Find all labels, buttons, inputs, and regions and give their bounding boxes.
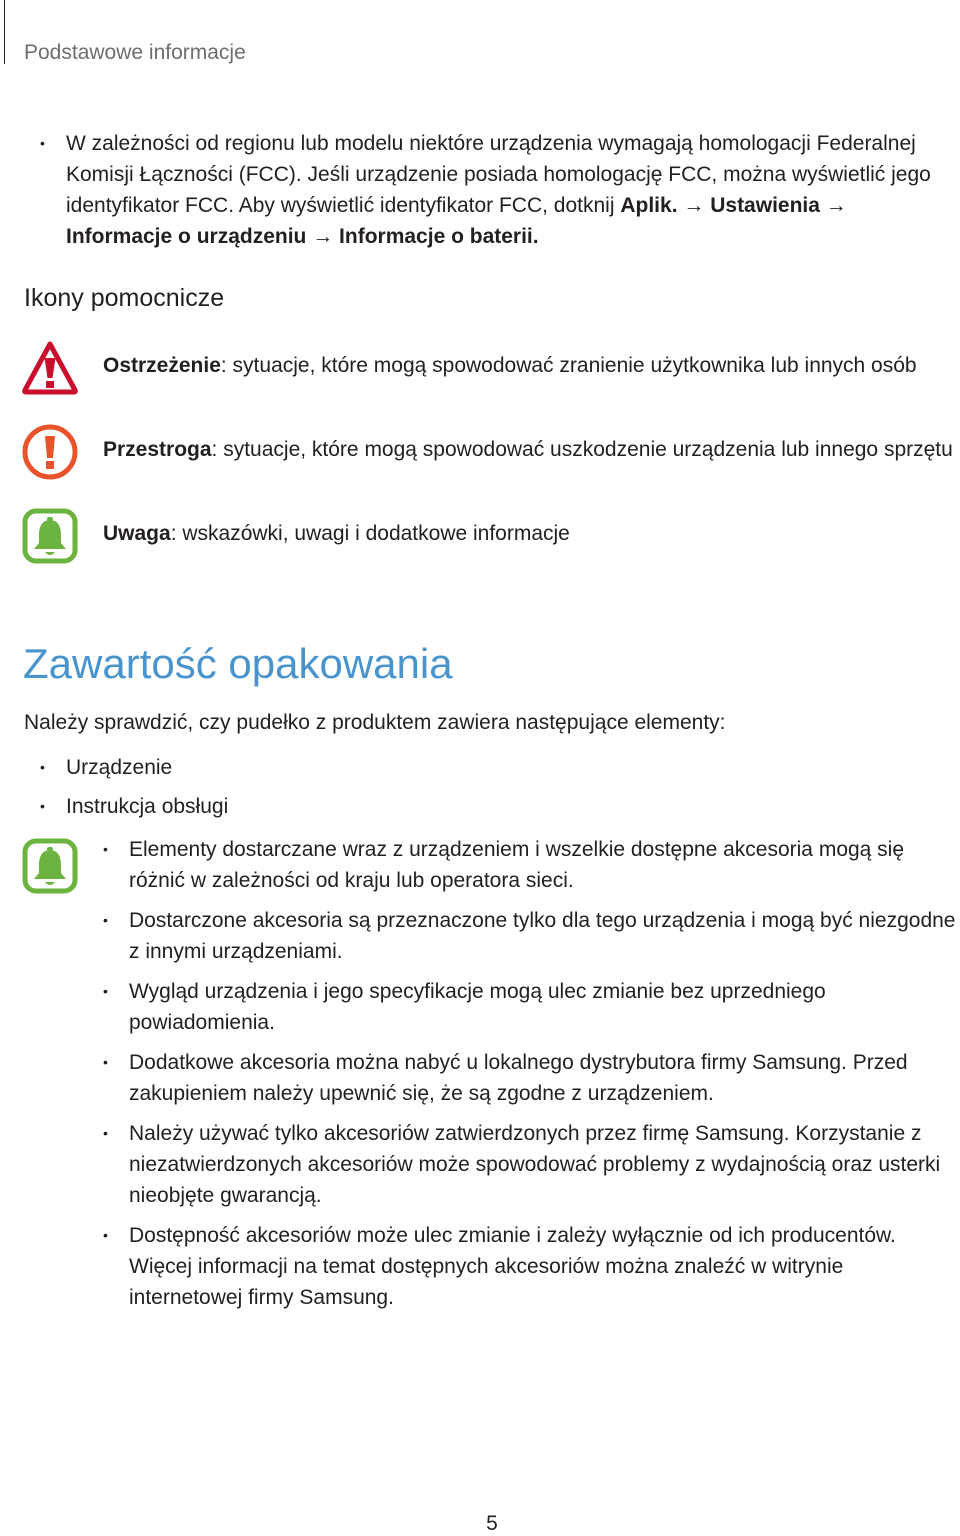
package-intro: Należy sprawdzić, czy pudełko z produktem zawiera następujące elementy: [24, 711, 726, 734]
icon-legend-caution [22, 424, 953, 480]
list-item-text: Urządzenie [66, 756, 173, 779]
page-edge-rule [4, 0, 5, 64]
path-device-info: Informacje o urządzeniu [66, 225, 307, 248]
package-contents-list [40, 752, 228, 830]
package-notes [103, 834, 960, 1322]
path-settings: Ustawienia [710, 194, 820, 217]
note-item-text: Wygląd urządzenia i jego specyfikacje mogą ulec zmianie bez uprzedniego powiadomienia. [129, 980, 826, 1034]
package-heading: Zawartość opakowania [23, 640, 453, 687]
bullet: • [103, 841, 108, 857]
path-end: . [532, 225, 539, 248]
note-term: Uwaga [103, 522, 171, 545]
bullet: • [103, 983, 108, 999]
caution-description [103, 438, 953, 462]
icon-legend-warning [22, 340, 942, 396]
list-item [40, 752, 228, 791]
section-header: Podstawowe informacje [24, 41, 246, 64]
note-bell-icon [22, 508, 78, 564]
note-item [103, 976, 960, 1038]
bullet: • [103, 1227, 108, 1243]
note-text: : wskazówki, uwagi i dodatkowe informacje [170, 522, 570, 545]
note-item [103, 1118, 960, 1211]
bullet: • [40, 798, 45, 814]
note-item-text: Elementy dostarczane wraz z urządzeniem i wszelkie dostępne akcesoria mogą się różnić w zależności od kraju lub operatora sieci. [129, 838, 905, 892]
note-item-text: Dostarczone akcesoria są przeznaczone tylko dla tego urządzenia i mogą być niezgodne z innymi urządzeniami. [129, 909, 956, 963]
note-item [103, 905, 960, 967]
list-item-text: Instrukcja obsługi [66, 795, 229, 818]
path-apps: Aplik. [620, 194, 678, 217]
path-battery-info: Informacje o baterii [339, 225, 533, 248]
note-item [103, 1047, 960, 1109]
bullet: • [40, 759, 45, 775]
note-item [103, 1220, 960, 1313]
icon-legend-note [22, 508, 942, 564]
warning-term: Ostrzeżenie [103, 354, 221, 377]
fcc-text-lead: W zależności od regionu lub modelu niektóre urządzenia wymagają homologacji Federalnej Komisji Łączności (FCC). Jeśli urządzenie posiada homologację FCC, można wyświetlić jego identyfikator FCC. Aby wyświetlić identyfikator FCC, dotknij [66, 132, 931, 217]
caution-term: Przestroga [103, 438, 212, 461]
path-arrow: → [306, 225, 340, 248]
note-item-text: Dostępność akcesoriów może ulec zmianie i zależy wyłącznie od ich producentów. Więcej informacji na temat dostępnych akcesoriów można znaleźć w witrynie internetowej firmy Samsung. [129, 1224, 896, 1309]
note-item-text: Należy używać tylko akcesoriów zatwierdzonych przez firmę Samsung. Korzystanie z niezatwierdzonych akcesoriów może spowodować problemy z wydajnością oraz usterki nieobjęte gwarancją. [129, 1122, 941, 1207]
page-number: 5 [486, 1512, 498, 1535]
warning-triangle-icon [22, 340, 78, 396]
icons-heading: Ikony pomocnicze [24, 284, 225, 312]
warning-description [103, 354, 917, 378]
note-description [103, 522, 570, 546]
list-item [40, 791, 228, 830]
bullet: • [103, 1054, 108, 1070]
note-item [103, 834, 960, 896]
path-arrow: → [819, 194, 847, 217]
bullet: • [40, 135, 45, 151]
bullet: • [103, 1125, 108, 1141]
caution-exclamation-icon [22, 424, 78, 480]
path-arrow: → [677, 194, 711, 217]
note-item-text: Dodatkowe akcesoria można nabyć u lokalnego dystrybutora firmy Samsung. Przed zakupieniem należy upewnić się, że są zgodne z urządzeniem. [129, 1051, 908, 1105]
bullet: • [103, 912, 108, 928]
fcc-note [40, 128, 945, 252]
note-bell-icon [22, 838, 78, 894]
warning-text: : sytuacje, które mogą spowodować zranienie użytkownika lub innych osób [220, 354, 917, 377]
caution-text: : sytuacje, które mogą spowodować uszkodzenie urządzenia lub innego sprzętu [211, 438, 953, 461]
fcc-note-text [66, 128, 945, 252]
